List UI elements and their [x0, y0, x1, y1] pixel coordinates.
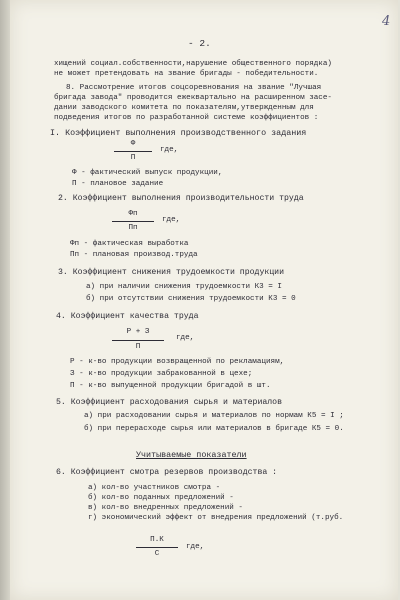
list-item: г) экономический эффект от внедрения предложений (т.руб.	[88, 514, 344, 522]
list-item: в) кол-во внедренных предложений -	[88, 504, 243, 512]
fraction-numerator-2: Фп	[128, 210, 138, 218]
section-title-3: 3. Коэффициент снижения трудоемкости продукции	[58, 268, 285, 277]
list-item: а) при расходовании сырья и материалов по нормам К5 = I ;	[84, 412, 344, 420]
section-title-1: I. Коэффициент выполнения производственного задания	[50, 128, 307, 138]
definition-line: П - к-во выпущенной продукции бригадой в шт.	[70, 382, 271, 390]
fraction-denominator-4: П	[135, 343, 141, 351]
fraction-suffix-1: где,	[160, 146, 179, 154]
section-title-4: 4. Коэффициент качества труда	[56, 312, 199, 321]
fraction-numerator-6: П.К	[150, 536, 164, 544]
section-title-2: 2. Коэффициент выполнения производительности труда	[58, 194, 304, 203]
list-item: а) кол-во участников смотра -	[88, 484, 221, 492]
fraction-numerator-4: Р + З	[126, 328, 150, 336]
list-item: б) при перерасходе сырья или материалов в бригаде К5 = 0.	[84, 425, 344, 433]
intro-line: дании заводского комитета по показателям,утвержденным для	[54, 104, 314, 112]
document-page	[10, 0, 398, 600]
definition-line: Фп - фактическая выработка	[70, 240, 189, 248]
intro-line: не может претендовать на звание бригады - победительности.	[54, 70, 319, 78]
definition-line: З - к-во продукции забракованной в цехе;	[70, 370, 253, 378]
handwritten-page-number: 4	[382, 14, 391, 29]
fraction-denominator-6: С	[154, 550, 160, 558]
considered-heading: Учитываемые показатели	[136, 450, 247, 460]
list-item: а) при наличии снижения трудоемкости К3 = I	[86, 283, 282, 291]
intro-line: 8. Рассмотрение итогов соцсоревнования на звание "Лучшая	[66, 84, 322, 92]
section-title-6: 6. Коэффициент смотра резервов производства :	[56, 468, 278, 477]
fraction-suffix-2: где,	[162, 216, 181, 224]
page-number: - 2.	[188, 38, 211, 49]
definition-line: Ф - фактический выпуск продукции,	[72, 169, 223, 177]
definition-line: Пп - плановая производ.труда	[70, 251, 198, 259]
fraction-bar-4	[112, 340, 164, 341]
section-title-5: 5. Коэффициент расходования сырья и материалов	[56, 398, 283, 407]
paper-edge	[0, 0, 10, 600]
fraction-bar-1	[114, 151, 152, 152]
list-item: б) при отсутствии снижения трудоемкости К3 = 0	[86, 295, 296, 303]
intro-line: хищений социал.собственности,нарушение общественного порядка)	[54, 60, 332, 68]
fraction-suffix-6: где,	[186, 543, 205, 551]
fraction-bar-6	[136, 547, 178, 548]
intro-line: бригада завода" проводится ежеквартально на расширенном засе-	[54, 94, 332, 102]
fraction-bar-2	[112, 221, 154, 222]
fraction-denominator-1: П	[130, 154, 136, 162]
definition-line: П - плановое задание	[72, 180, 164, 188]
list-item: б) кол-во поданных предложений -	[88, 494, 234, 502]
intro-line: подведения итогов по разработанной системе коэффициентов :	[54, 114, 319, 122]
fraction-suffix-4: где,	[176, 334, 195, 342]
fraction-numerator-1: Ф	[130, 140, 136, 148]
fraction-denominator-2: Пп	[128, 224, 138, 232]
definition-line: Р - к-во продукции возвращенной по рекламациям,	[70, 358, 285, 366]
